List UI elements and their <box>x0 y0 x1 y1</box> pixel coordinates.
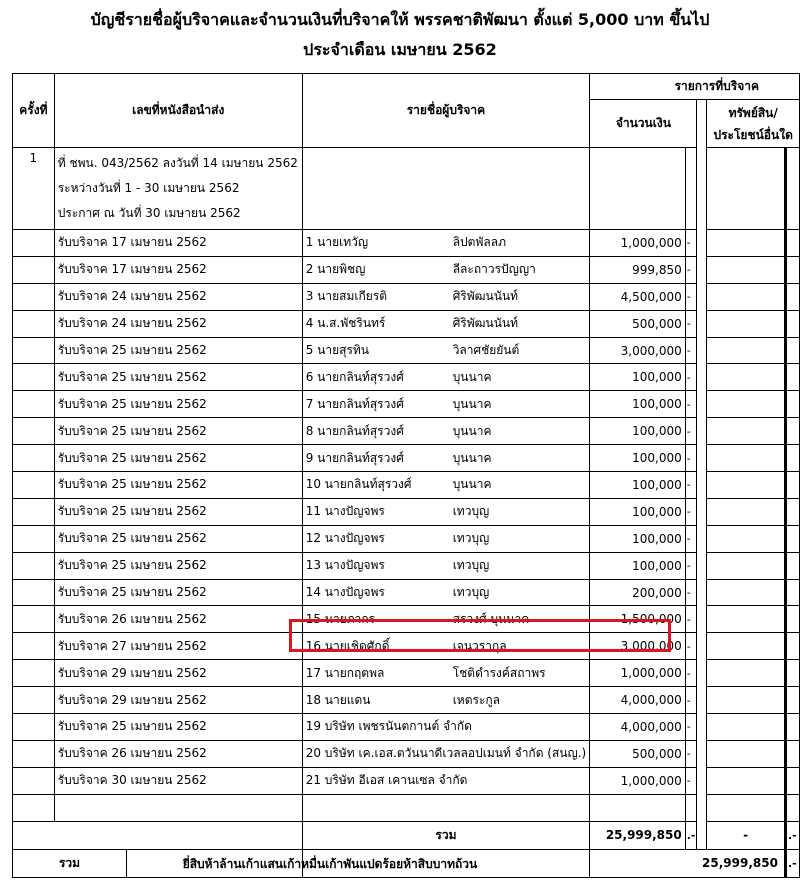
table-row <box>13 552 800 579</box>
donor-name <box>302 256 590 283</box>
donor-name <box>302 740 590 767</box>
donor-first-name: นายแดน <box>324 692 371 707</box>
receive-date: รับบริจาค 25 เมษายน 2562 <box>54 498 302 525</box>
total-dash: .- <box>685 821 697 849</box>
document-subtitle: ประจำเดือน เมษายน 2562 <box>303 40 497 59</box>
receive-date: รับบริจาค 29 เมษายน 2562 <box>54 660 302 687</box>
receive-date: รับบริจาค 26 เมษายน 2562 <box>54 606 302 633</box>
donor-name <box>302 364 590 391</box>
donor-name <box>302 472 590 499</box>
donor-index: 6 <box>305 369 314 384</box>
receive-date: รับบริจาค 25 เมษายน 2562 <box>54 714 302 741</box>
table-row <box>13 714 800 741</box>
donor-table <box>12 73 800 878</box>
receive-date: รับบริจาค 25 เมษายน 2562 <box>54 418 302 445</box>
donor-name <box>302 391 590 418</box>
amount-dash: - <box>685 256 697 283</box>
donor-first-name: นายเชิดศักดิ์ <box>324 638 390 653</box>
amount-dash: - <box>685 660 697 687</box>
donation-amount: 500,000 <box>590 310 685 337</box>
grand-amount: 25,999,850 <box>590 849 786 877</box>
table-row <box>13 472 800 499</box>
header-assets: ทรัพย์สิน/ประโยชน์อื่นใด <box>707 100 800 148</box>
table-row <box>13 660 800 687</box>
donation-amount: 1,000,000 <box>590 767 685 794</box>
donor-name <box>302 552 590 579</box>
donor-last-name: วิลาศชัยยันต์ <box>452 343 520 357</box>
amount-dash: - <box>685 310 697 337</box>
amount-dash: - <box>685 364 697 391</box>
amount-dash: - <box>685 767 697 794</box>
total-asset: - <box>707 821 786 849</box>
donor-first-name: นางปัญจพร <box>324 585 385 600</box>
amount-dash: - <box>685 552 697 579</box>
donor-index: 3 <box>305 289 314 304</box>
empty-row <box>13 794 800 821</box>
donor-index: 9 <box>305 450 314 465</box>
donor-first-name: นายสมเกียรติ <box>317 289 387 304</box>
total-row <box>13 821 800 849</box>
total-dash-asset: .- <box>785 821 799 849</box>
donor-first-name: นางปัญจพร <box>324 504 385 519</box>
donation-amount: 1,500,000 <box>590 606 685 633</box>
donation-amount: 100,000 <box>590 525 685 552</box>
donor-index: 17 <box>305 665 321 680</box>
donation-amount: 200,000 <box>590 579 685 606</box>
donation-amount: 100,000 <box>590 552 685 579</box>
donor-index: 10 <box>305 477 321 492</box>
donor-first-name: นางปัญจพร <box>324 531 385 546</box>
donation-amount: 100,000 <box>590 418 685 445</box>
amount-dash: - <box>685 472 697 499</box>
donor-name <box>302 579 590 606</box>
table-row <box>13 498 800 525</box>
donation-amount: 1,000,000 <box>590 660 685 687</box>
donor-name <box>302 687 590 714</box>
donor-last-name: ศิริพัฒนนันท์ <box>452 289 519 304</box>
receive-date: รับบริจาค 17 เมษายน 2562 <box>54 230 302 257</box>
donor-index: 21 <box>305 773 321 788</box>
donor-name <box>302 230 590 257</box>
donor-first-name: บริษัท เค.เอส.ตวันนาดีเวลลอปเมนท์ จำกัด (สนญ.) <box>324 746 587 761</box>
table-row <box>13 445 800 472</box>
donor-index: 1 <box>305 235 314 250</box>
donation-amount: 100,000 <box>590 364 685 391</box>
donor-last-name: ลิปตพัลลภ <box>452 235 506 250</box>
batch-row <box>13 148 800 230</box>
donor-last-name: บุนนาค <box>452 477 492 492</box>
donor-last-name: ลีละถาวรปัญญา <box>452 262 536 277</box>
table-row <box>13 579 800 606</box>
table-row <box>13 767 800 794</box>
batch-info <box>54 148 302 230</box>
donor-name <box>302 310 590 337</box>
header-items: รายการที่บริจาค <box>590 74 800 100</box>
donor-first-name: นายสุรทิน <box>317 343 370 357</box>
table-row <box>13 391 800 418</box>
receive-date: รับบริจาค 24 เมษายน 2562 <box>54 310 302 337</box>
amount-dash: - <box>685 633 697 660</box>
donor-last-name: บุนนาค <box>452 396 492 411</box>
donor-name <box>302 498 590 525</box>
donor-last-name: สรวงศ์ บุนนาค <box>452 611 530 626</box>
donation-amount: 1,000,000 <box>590 230 685 257</box>
donor-first-name: นายภากร <box>324 611 376 626</box>
donor-name <box>302 283 590 310</box>
donor-last-name: ศิริพัฒนนันท์ <box>452 316 519 331</box>
donor-first-name: นายพิชญ <box>317 262 366 277</box>
donor-name <box>302 714 590 741</box>
receive-date: รับบริจาค 25 เมษายน 2562 <box>54 472 302 499</box>
donor-index: 13 <box>305 558 321 573</box>
table-row <box>13 740 800 767</box>
donation-amount: 100,000 <box>590 498 685 525</box>
receive-date: รับบริจาค 17 เมษายน 2562 <box>54 256 302 283</box>
donation-amount: 4,000,000 <box>590 714 685 741</box>
donor-last-name: เจนวรากุล <box>452 638 507 653</box>
donor-first-name: นายกลินท์สุรวงศ์ <box>317 450 404 465</box>
donor-first-name: นายกลินท์สุรวงศ์ <box>317 396 404 411</box>
receive-date: รับบริจาค 25 เมษายน 2562 <box>54 579 302 606</box>
table-row <box>13 337 800 364</box>
amount-dash: - <box>685 445 697 472</box>
receive-date: รับบริจาค 25 เมษายน 2562 <box>54 525 302 552</box>
grand-label: รวม <box>13 850 127 877</box>
donor-first-name: น.ส.พัชรินทร์ <box>317 316 386 331</box>
donor-index: 18 <box>305 692 321 707</box>
donation-amount: 3,000,000 <box>590 633 685 660</box>
donor-last-name: บุนนาค <box>452 423 492 438</box>
table-row <box>13 283 800 310</box>
donor-index: 7 <box>305 396 314 411</box>
amount-dash: - <box>685 498 697 525</box>
amount-dash: - <box>685 337 697 364</box>
document-title: บัญชีรายชื่อผู้บริจาคและจำนวนเงินที่บริจาคให้ พรรคชาติพัฒนา ตั้งแต่ 5,000 บาท ขึ้นไป <box>90 10 710 29</box>
donor-name <box>302 525 590 552</box>
donation-amount: 3,000,000 <box>590 337 685 364</box>
receive-date: รับบริจาค 25 เมษายน 2562 <box>54 391 302 418</box>
donor-first-name: นายกฤตพล <box>324 665 385 680</box>
receive-date: รับบริจาค 24 เมษายน 2562 <box>54 283 302 310</box>
amount-dash: - <box>685 740 697 767</box>
table-row <box>13 364 800 391</box>
receive-date: รับบริจาค 26 เมษายน 2562 <box>54 740 302 767</box>
grand-dash: .- <box>785 849 799 877</box>
donor-first-name: นายเทวัญ <box>317 235 369 250</box>
donor-name <box>302 418 590 445</box>
amount-dash: - <box>685 606 697 633</box>
batch-line: ประกาศ ณ วันที่ 30 เมษายน 2562 <box>57 206 241 220</box>
donor-first-name: นางปัญจพร <box>324 558 385 573</box>
batch-line: ที่ ชพน. 043/2562 ลงวันที่ 14 เมษายน 2562 <box>57 156 298 170</box>
table-row <box>13 256 800 283</box>
total-amount: 25,999,850 <box>590 821 685 849</box>
donor-first-name: บริษัท อีเอส เคานเซล จำกัด <box>324 773 468 788</box>
receive-date: รับบริจาค 25 เมษายน 2562 <box>54 337 302 364</box>
donation-amount: 999,850 <box>590 256 685 283</box>
batch-line: ระหว่างวันที่ 1 - 30 เมษายน 2562 <box>57 181 240 195</box>
donor-name <box>302 337 590 364</box>
donor-index: 5 <box>305 343 314 357</box>
batch-no: 1 <box>13 148 55 230</box>
receive-date: รับบริจาค 25 เมษายน 2562 <box>54 364 302 391</box>
donor-last-name: โชติดำรงค์สถาพร <box>452 665 546 680</box>
amount-dash: - <box>685 230 697 257</box>
receive-date: รับบริจาค 27 เมษายน 2562 <box>54 633 302 660</box>
amount-dash: - <box>685 391 697 418</box>
highlight-box <box>289 619 671 652</box>
amount-dash: - <box>685 283 697 310</box>
donor-last-name: เหตระกูล <box>452 692 501 707</box>
donor-index: 15 <box>305 611 321 626</box>
receive-date: รับบริจาค 30 เมษายน 2562 <box>54 767 302 794</box>
donor-index: 16 <box>305 638 321 653</box>
table-row <box>13 687 800 714</box>
table-row <box>13 230 800 257</box>
donor-last-name: บุนนาค <box>452 369 492 384</box>
donor-last-name: บุนนาค <box>452 450 492 465</box>
total-label: รวม <box>302 821 590 849</box>
grand-words: ยี่สิบห้าล้านเก้าแสนเก้าหมื่นเก้าพันแปดร้อยห้าสิบบาทถ้วน <box>182 856 478 871</box>
header-no: ครั้งที่ <box>13 74 55 148</box>
donation-amount: 100,000 <box>590 391 685 418</box>
donor-index: 8 <box>305 423 314 438</box>
donor-index: 4 <box>305 316 314 331</box>
donor-last-name: เทวบุญ <box>452 504 490 519</box>
donation-amount: 100,000 <box>590 472 685 499</box>
donor-index: 20 <box>305 746 321 761</box>
amount-dash: - <box>685 714 697 741</box>
header-amount: จำนวนเงิน <box>590 100 697 148</box>
donor-first-name: นายกลินท์สุรวงศ์ <box>324 477 412 492</box>
donor-index: 2 <box>305 262 314 277</box>
header-donor: รายชื่อผู้บริจาค <box>302 74 590 148</box>
grand-total-row <box>13 849 800 877</box>
donor-first-name: นายกลินท์สุรวงศ์ <box>317 423 404 438</box>
donation-amount: 4,500,000 <box>590 283 685 310</box>
donation-amount: 500,000 <box>590 740 685 767</box>
donor-first-name: บริษัท เพชรนันตกานต์ จำกัด <box>324 719 472 734</box>
donor-last-name: เทวบุญ <box>452 585 490 600</box>
donation-amount: 100,000 <box>590 445 685 472</box>
donor-index: 19 <box>305 719 321 734</box>
amount-dash: - <box>685 687 697 714</box>
amount-dash: - <box>685 525 697 552</box>
donor-first-name: นายกลินท์สุรวงศ์ <box>317 369 404 384</box>
amount-dash: - <box>685 579 697 606</box>
receive-date: รับบริจาค 25 เมษายน 2562 <box>54 552 302 579</box>
header-doc: เลขที่หนังสือนำส่ง <box>54 74 302 148</box>
donor-name <box>302 445 590 472</box>
amount-dash: - <box>685 418 697 445</box>
donor-index: 12 <box>305 531 321 546</box>
donor-name <box>302 660 590 687</box>
table-row <box>13 525 800 552</box>
donation-amount: 4,000,000 <box>590 687 685 714</box>
donor-name <box>302 767 590 794</box>
table-row <box>13 310 800 337</box>
donor-last-name: เทวบุญ <box>452 558 490 573</box>
receive-date: รับบริจาค 29 เมษายน 2562 <box>54 687 302 714</box>
donor-last-name: เทวบุญ <box>452 531 490 546</box>
donor-index: 14 <box>305 585 321 600</box>
table-row <box>13 418 800 445</box>
receive-date: รับบริจาค 25 เมษายน 2562 <box>54 445 302 472</box>
donor-index: 11 <box>305 504 321 519</box>
